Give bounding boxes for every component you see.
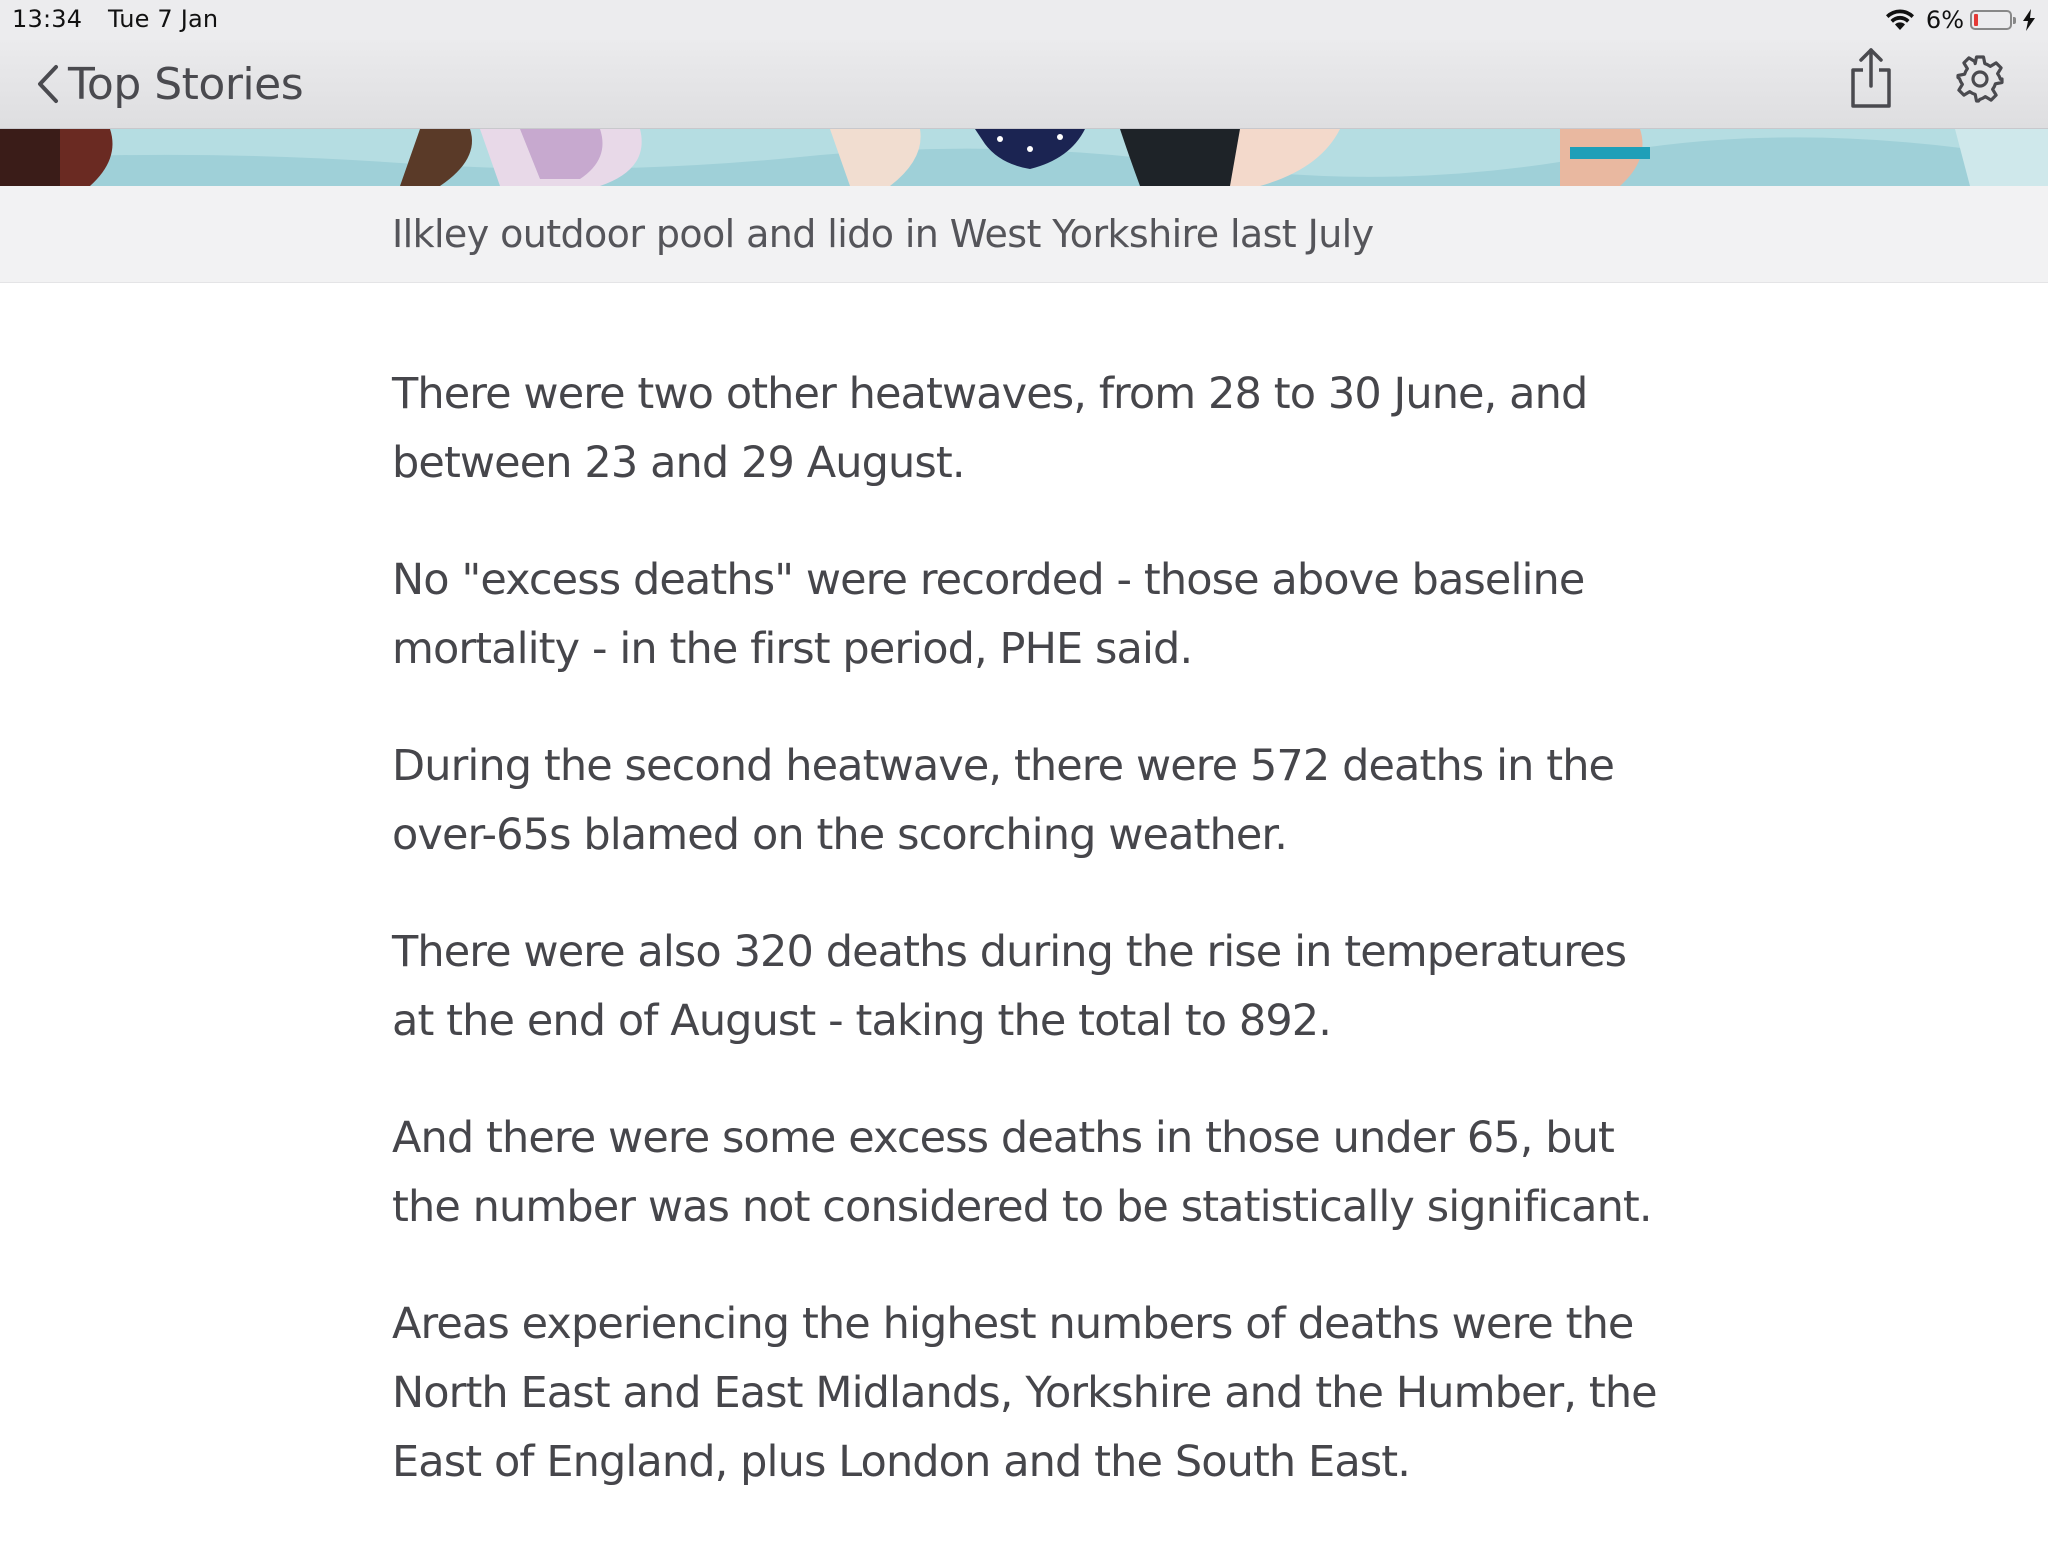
article-paragraph: Areas experiencing the highest numbers of deaths were the North East and East Midlands, Yorkshire and the Humber, the East of England, plus London and the South East.	[392, 1299, 1657, 1487]
share-button[interactable]	[1846, 46, 1896, 110]
status-time: 13:34	[12, 5, 83, 33]
image-caption: Ilkley outdoor pool and lido in West Yorkshire last July	[392, 212, 1374, 256]
status-indicators	[1884, 4, 2036, 36]
chevron-left-icon	[36, 63, 60, 105]
navigation-bar	[0, 40, 2048, 129]
battery-level	[1974, 14, 1978, 26]
status-time-date	[12, 5, 236, 33]
article-paragraph: During the second heatwave, there were 572 deaths in the over-65s blamed on the scorching weather.	[392, 741, 1615, 860]
gear-icon	[1955, 54, 2005, 104]
status-bar	[0, 0, 2048, 40]
image-caption-bar	[0, 186, 2048, 283]
battery-percent: 6%	[1925, 6, 1964, 34]
article-paragraph: And there were some excess deaths in those under 65, but the number was not considered to be statistically significant.	[392, 1113, 1652, 1232]
article-paragraph: No "excess deaths" were recorded - those above baseline mortality - in the first period, PHE said.	[392, 555, 1585, 674]
battery-icon	[1970, 10, 2012, 30]
pool-photo-strip	[0, 129, 2048, 186]
share-icon	[1846, 46, 1896, 110]
back-button[interactable]	[36, 54, 303, 114]
status-date: Tue 7 Jan	[108, 5, 219, 33]
settings-button[interactable]	[1955, 54, 2005, 104]
back-button-label: Top Stories	[68, 58, 304, 110]
bolt-icon	[2022, 9, 2036, 31]
hero-image	[0, 129, 2048, 186]
article-paragraph: There were also 320 deaths during the rise in temperatures at the end of August - taking the total to 892.	[392, 927, 1627, 1046]
article-body	[392, 360, 1672, 1545]
article-paragraph: There were two other heatwaves, from 28 to 30 June, and between 23 and 29 August.	[392, 369, 1588, 488]
wifi-icon	[1884, 8, 1916, 32]
